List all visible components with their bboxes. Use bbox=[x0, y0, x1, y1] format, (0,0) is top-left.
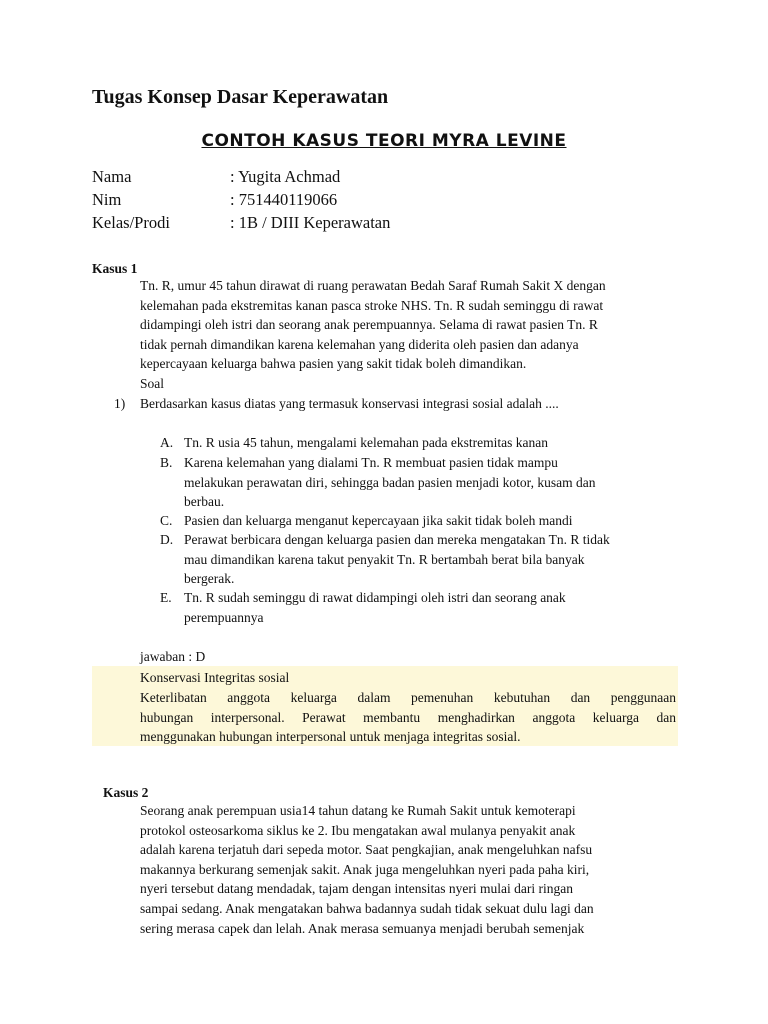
option-line: Tn. R usia 45 tahun, mengalami kelemahan pada ekstremitas kanan bbox=[184, 435, 549, 450]
explanation-title: Konservasi Integritas sosial bbox=[140, 670, 290, 685]
option-label: A. bbox=[160, 435, 174, 450]
explanation-line: Keterlibatan anggota keluarga dalam pemenuhan kebutuhan dan penggunaan bbox=[140, 690, 676, 705]
name-label: Nama bbox=[92, 167, 132, 186]
option-label: D. bbox=[160, 532, 174, 547]
option-line: Karena kelemahan yang dialami Tn. R membuat pasien tidak mampu bbox=[184, 455, 558, 470]
explanation-line: hubungan interpersonal. Perawat membantu menghadirkan anggota keluarga dan bbox=[140, 709, 676, 725]
option-label: C. bbox=[160, 513, 173, 528]
name-value: : Yugita Achmad bbox=[230, 167, 341, 186]
kasus1-line: kepercayaan keluarga bahwa pasien yang sakit tidak boleh dimandikan. bbox=[140, 356, 527, 372]
kasus2-line: adalah karena terjatuh dari sepeda motor. Saat pengkajian, anak mengeluhkan nafsu bbox=[140, 842, 593, 858]
nim-label: Nim bbox=[92, 190, 122, 209]
question-text: Berdasarkan kasus diatas yang termasuk konservasi integrasi sosial adalah .... bbox=[140, 396, 559, 411]
option-line: Pasien dan keluarga menganut kepercayaan jika sakit tidak boleh mandi bbox=[184, 513, 573, 528]
option-line: perempuannya bbox=[184, 609, 264, 625]
document-subtitle: CONTOH KASUS TEORI MYRA LEVINE bbox=[201, 131, 567, 151]
kasus1-paragraph bbox=[140, 276, 606, 394]
kasus2-line: sering merasa capek dan lelah. Anak merasa semuanya menjadi berubah semenjak bbox=[140, 920, 585, 936]
kasus1-line: tidak pernah dimandikan karena kelemahan yang diderita oleh pasien dan adanya bbox=[140, 336, 579, 352]
question-number: 1) bbox=[114, 396, 126, 411]
answer-text: jawaban : D bbox=[140, 649, 206, 664]
option-line: Tn. R sudah seminggu di rawat didampingi oleh istri dan seorang anak bbox=[184, 590, 566, 605]
kasus2-line: sampai sedang. Anak mengatakan bahwa badannya sudah tidak sekuat dulu lagi dan bbox=[140, 900, 594, 916]
kasus1-line: didampingi oleh istri dan seorang anak perempuannya. Selama di rawat pasien Tn. R bbox=[140, 317, 598, 333]
option-line: berbau. bbox=[184, 494, 225, 510]
option-label: E. bbox=[160, 590, 172, 605]
class-value: : 1B / DIII Keperawatan bbox=[230, 213, 391, 232]
kasus2-line: nyeri tersebut datang mendadak, tajam dengan intensitas nyeri mulai dari ringan bbox=[140, 881, 573, 897]
kasus2-line: Seorang anak perempuan usia14 tahun datang ke Rumah Sakit untuk kemoterapi bbox=[140, 803, 576, 818]
option-line: bergerak. bbox=[184, 571, 235, 587]
kasus1-heading: Kasus 1 bbox=[92, 261, 138, 276]
option-line: melakukan perawatan diri, sehingga badan pasien menjadi kotor, kusam dan bbox=[184, 474, 596, 490]
kasus2-line: makannya berkurang semenjak sakit. Anak juga mengeluhkan nyeri pada paha kiri, bbox=[140, 861, 590, 877]
option-line: mau dimandikan karena takut penyakit Tn. R bertambah berat bila banyak bbox=[184, 551, 585, 567]
document-title: Tugas Konsep Dasar Keperawatan bbox=[92, 86, 389, 108]
soal-label: Soal bbox=[140, 375, 165, 391]
kasus1-line: kelemahan pada ekstremitas kanan pasca stroke NHS. Tn. R sudah seminggu di rawat bbox=[140, 297, 604, 313]
explanation-body bbox=[140, 688, 676, 747]
nim-value: : 751440119066 bbox=[230, 190, 338, 209]
kasus2-heading: Kasus 2 bbox=[103, 785, 149, 800]
option-line: Perawat berbicara dengan keluarga pasien dan mereka mengatakan Tn. R tidak bbox=[184, 532, 610, 547]
kasus2-paragraph bbox=[140, 801, 594, 938]
option-label: B. bbox=[160, 455, 173, 470]
explanation-line: menggunakan hubungan interpersonal untuk menjaga integritas sosial. bbox=[140, 729, 521, 745]
kasus2-line: protokol osteosarkoma siklus ke 2. Ibu mengatakan awal mulanya penyakit anak bbox=[140, 822, 576, 838]
kasus1-line: Tn. R, umur 45 tahun dirawat di ruang perawatan Bedah Saraf Rumah Sakit X dengan bbox=[140, 278, 606, 293]
class-label: Kelas/Prodi bbox=[92, 213, 170, 232]
